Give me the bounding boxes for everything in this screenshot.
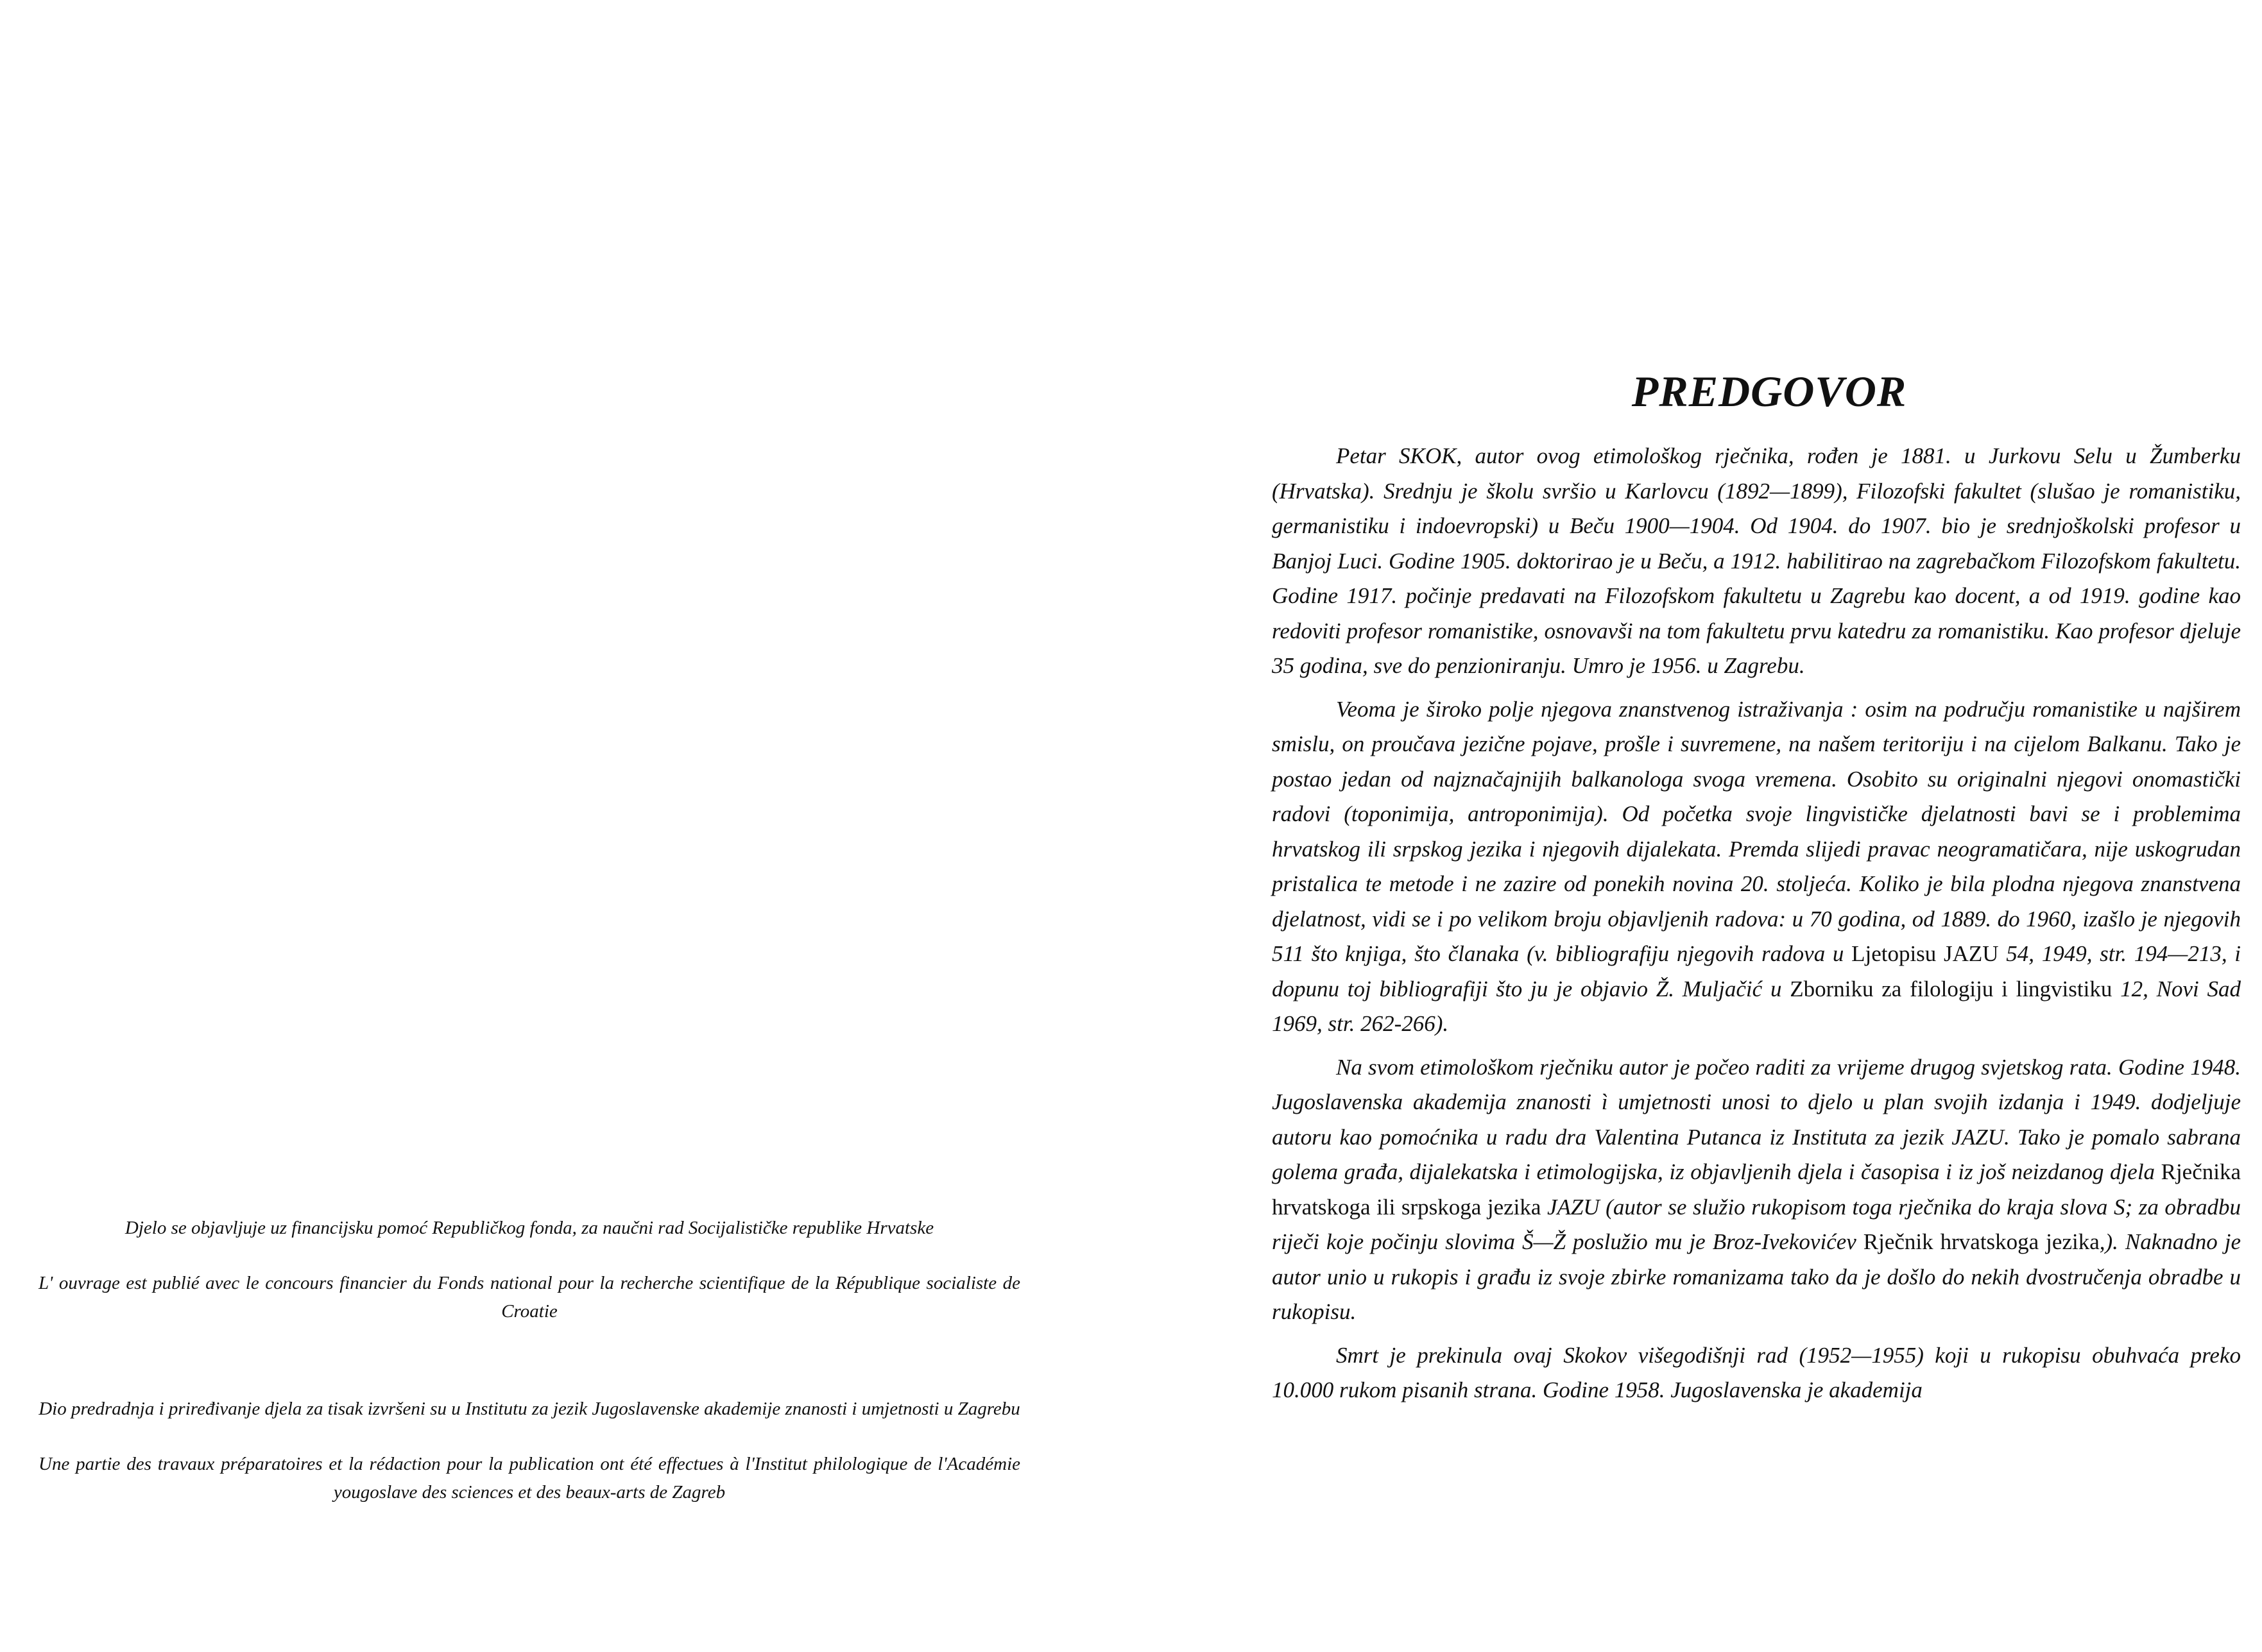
paragraph-death [1272,1338,2241,1408]
text-segment: 54, 1949, str. 194—213, i dopunu toj bibliografiji što ju je objavio Ž. Muljačić u [1272,941,2241,1001]
text-segment: Na svom etimološkom rječniku autor je počeo raditi za vrijeme drugog svjetskog rata. Godine 1948. Jugoslavenska akademija znanosti ì umjetnosti unosi to djelo u plan svojih izdanja i 1949. dodjeljuje autoru kao pomoćnika u radu dra Valentina Putanca iz Instituta za jezik JAZU. Tako je pomalo sabrana golema građa, dijalekatska i etimologijska, iz objavljenih djela i časopisa i iz još neizdanog djela [1272,1054,2241,1184]
left-page-notes [39,1214,1020,1506]
text-segment: JAZU (autor se služio rukopisom toga rječnika do kraja slova S; za obradbu riječi koje počinju slovima Š—Ž poslužio mu je Broz-Ivekovićev [1272,1194,2241,1254]
right-page-preface [1272,366,2241,1408]
text-segment: 12, Novi Sad 1969, str. 262-266). [1272,976,2241,1036]
text-segment: Veoma je široko polje njegova znanstvenog istraživanja : osim na području romanistike u najširem smislu, on proučava jezične pojave, prošle i suvremene, na našem teritoriju i na cijelom Balkanu. Tako je postao jedan od najznačajnijih balkanologa svoga vremena. Osobito su originalni njegovi onomastički radovi (toponimija, antroponimija). Od početka svoje lingvističke djelatnosti bavi se i problemima hrvatskog ili srpskog jezika i njegovih dijalekata. Premda slijedi pravac neogramatičara, nije uskogrudan pristalica te metode i ne zazire od ponekih novina 20. stoljeća. Koliko je bila plodna njegova znanstvena djelatnost, vidi se i po velikom broju objavljenih radova: u 70 godina, od 1889. do 1960, izašlo je njegovih 511 što knjiga, što članaka (v. bibliografiju njegovih radova u [1272,696,2241,966]
publication-title: Rječnik hrvatskoga jezika [1863,1229,2100,1254]
paragraph-biography [1272,439,2241,684]
text-segment: Smrt je prekinula ovaj Skokov višegodišnji rad (1952—1955) koji u rukopisu obuhvaća preko 10.000 rukom pisanih strana. Godine 1958. Jugoslavenska je akademija [1272,1342,2241,1402]
publication-title: Ljetopisu JAZU [1851,941,1999,966]
publication-title: Zborniku za filologiju i lingvistiku [1790,976,2112,1001]
funding-note-french: L' ouvrage est publié avec le concours financier du Fonds national pour la recherche scientifique de la République socialiste de Croatie [39,1273,1020,1322]
text-segment: Petar SKOK, autor ovog etimološkog rječnika, rođen je 1881. u Jurkovu Selu u Žumberku (Hrvatska). Srednju je školu svršio u Karlovcu (1892—1899), Filozofski fakultet (slušao je romanistiku, germanistiku i indoevropski) u Beču 1900—1904. Od 1904. do 1907. bio je srednjoškolski profesor u Banjoj Luci. Godine 1905. doktorirao je u Beču, a 1912. habilitirao na zagrebačkom Filozofskom fakultetu. Godine 1917. počinje predavati na Filozofskom fakultetu u Zagrebu kao docent, a od 1919. godine kao redoviti profesor romanistike, osnovavši na tom fakultetu prvu katedru za romanistiku. Kao profesor djeluje 35 godina, sve do penzioniranju. Umro je 1956. u Zagrebu. [1272,443,2241,678]
text-segment: ,). Naknadno je autor unio u rukopis i građu iz svoje zbirke romanizama tako da je došlo do nekih dvostručenja obradbe u rukopisu. [1272,1229,2241,1324]
paragraph-research [1272,692,2241,1042]
institute-note-croatian: Dio predradnja i priređivanje djela za tisak izvršeni su u Institutu za jezik Jugoslavenske akademije znanosti i umjetnosti u Zagrebu [39,1399,1020,1419]
funding-note-croatian: Djelo se objavljuje uz financijsku pomoć Republičkog fonda, za naučni rad Socijalističke republike Hrvatske [124,1218,934,1238]
paragraph-dictionary-work [1272,1050,2241,1330]
publication-title: Rječnika hrvatskoga ili srpskoga jezika [1272,1159,2241,1220]
institute-note-french: Une partie des travaux préparatoires et la rédaction pour la publication ont été effectues à l'Institut philologique de l'Académie yougoslave des sciences et des beaux-arts de Zagreb [39,1454,1020,1503]
page-title: PREDGOVOR [1631,367,1907,416]
